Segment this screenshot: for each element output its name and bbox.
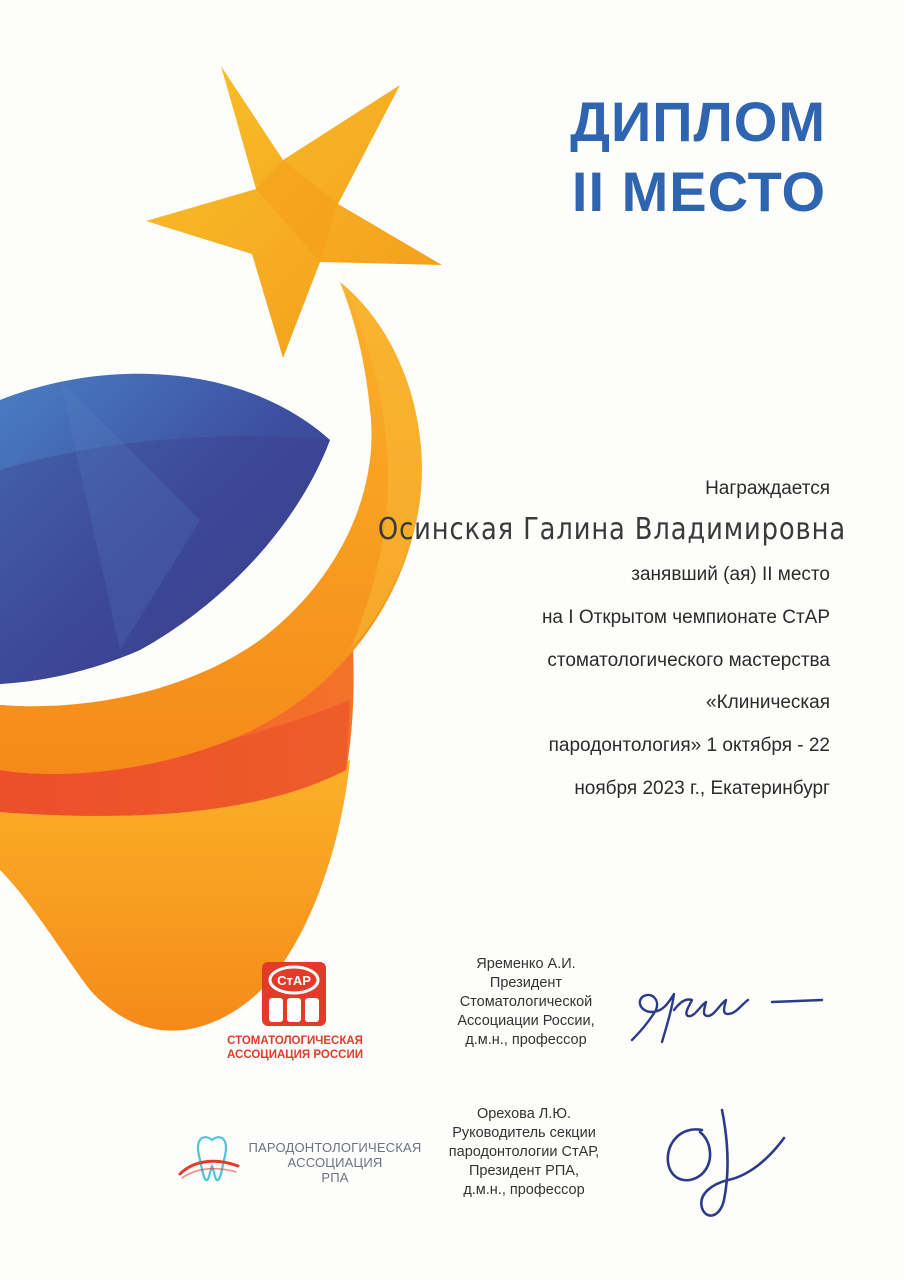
signatory-title: Стоматологической	[459, 994, 593, 1010]
rpa-name-line3: РПА	[321, 1170, 349, 1185]
sar-emblem-text: СтАР	[277, 973, 311, 988]
signatory-block-1	[406, 955, 646, 1050]
signatory-name: Орехова Л.Ю.	[476, 1106, 572, 1122]
rpa-name-line2: АССОЦИАЦИЯ	[287, 1155, 383, 1170]
signatory-title: Руководитель секции	[452, 1125, 596, 1141]
recipient-name: Осинская Галина Владимировна	[377, 512, 846, 547]
sar-name-line2: АССОЦИАЦИЯ РОССИИ	[227, 1049, 363, 1061]
rpa-logo	[176, 1130, 246, 1190]
awarded-label: Награждается	[705, 478, 830, 499]
sar-name	[214, 1034, 376, 1062]
award-text-line: «Клиническая	[706, 692, 830, 713]
signatory-title: Президент РПА,	[469, 1163, 579, 1179]
signatory-name: Яременко А.И.	[476, 956, 576, 972]
signatory-block-2	[404, 1105, 644, 1200]
signature-1	[622, 970, 832, 1050]
award-text-line: стоматологического мастерства	[547, 650, 830, 671]
signatory-degree: д.м.н., профессор	[465, 1032, 587, 1048]
rpa-name	[244, 1140, 426, 1185]
signatory-degree: д.м.н., профессор	[463, 1182, 585, 1198]
place-title: II МЕСТО	[571, 160, 826, 223]
rpa-name-line1: ПАРОДОНТОЛОГИЧЕСКАЯ	[248, 1140, 422, 1155]
award-text-line: занявший (ая) II место	[631, 564, 830, 585]
diploma-title: ДИПЛОМ	[570, 90, 826, 153]
award-text-line: на I Открытом чемпионате СтАР	[541, 607, 830, 628]
signatory-title: Ассоциации России,	[457, 1013, 595, 1029]
award-text-line: пародонтология» 1 октября - 22	[548, 735, 830, 756]
signature-2	[652, 1090, 802, 1230]
signatory-title: пародонтологии СтАР,	[448, 1144, 600, 1160]
signatory-title: Президент	[489, 975, 563, 991]
sar-name-line1: СТОМАТОЛОГИЧЕСКАЯ	[227, 1035, 363, 1047]
award-text-line: ноября 2023 г., Екатеринбург	[574, 778, 830, 799]
